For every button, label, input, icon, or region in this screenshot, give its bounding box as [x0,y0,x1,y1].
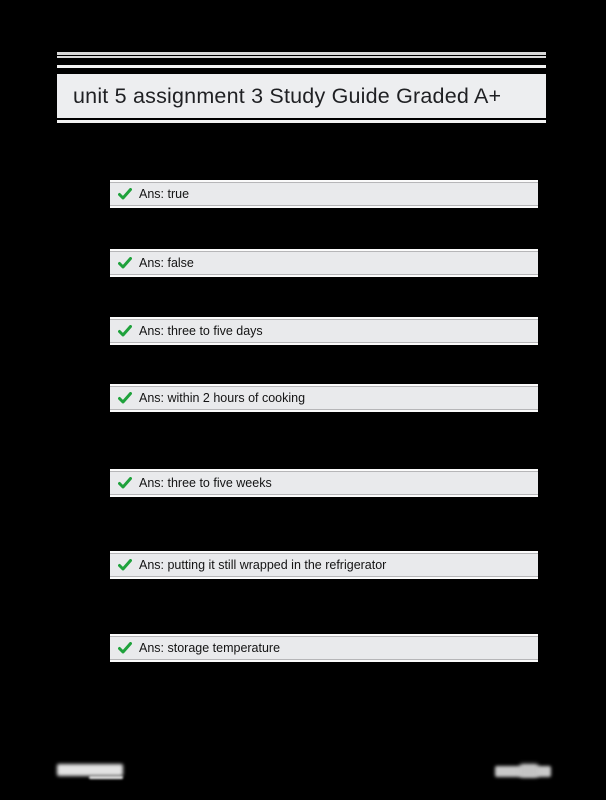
footer-left-blurred-text-line2 [89,776,123,779]
title-bar [57,74,546,118]
check-icon [118,642,132,654]
answer-text: Ans: within 2 hours of cooking [139,390,306,405]
answer-text: Ans: true [139,186,190,201]
answer-text: Ans: three to five weeks [139,475,272,490]
answer-text: Ans: three to five days [139,323,263,338]
title-bottom-rule [57,120,546,123]
top-border-line [57,56,546,58]
top-border-line [57,52,546,55]
answer-row [110,384,538,412]
answer-row [110,634,538,662]
page-title: unit 5 assignment 3 Study Guide Graded A+ [73,83,502,108]
check-icon [118,559,132,571]
answer-text: Ans: putting it still wrapped in the refrigerator [139,557,387,572]
footer-left-blurred-text [57,764,123,776]
answer-row [110,180,538,208]
check-icon [118,188,132,200]
answer-text: Ans: false [139,255,194,270]
title-top-rule [57,65,546,68]
check-icon [118,392,132,404]
answer-row [110,317,538,345]
check-icon [118,325,132,337]
check-icon [118,257,132,269]
check-icon [118,477,132,489]
answer-text: Ans: storage temperature [139,640,281,655]
answer-row [110,249,538,277]
footer-right-blurred-text-accent [520,764,538,777]
answer-row [110,551,538,579]
answer-row [110,469,538,497]
